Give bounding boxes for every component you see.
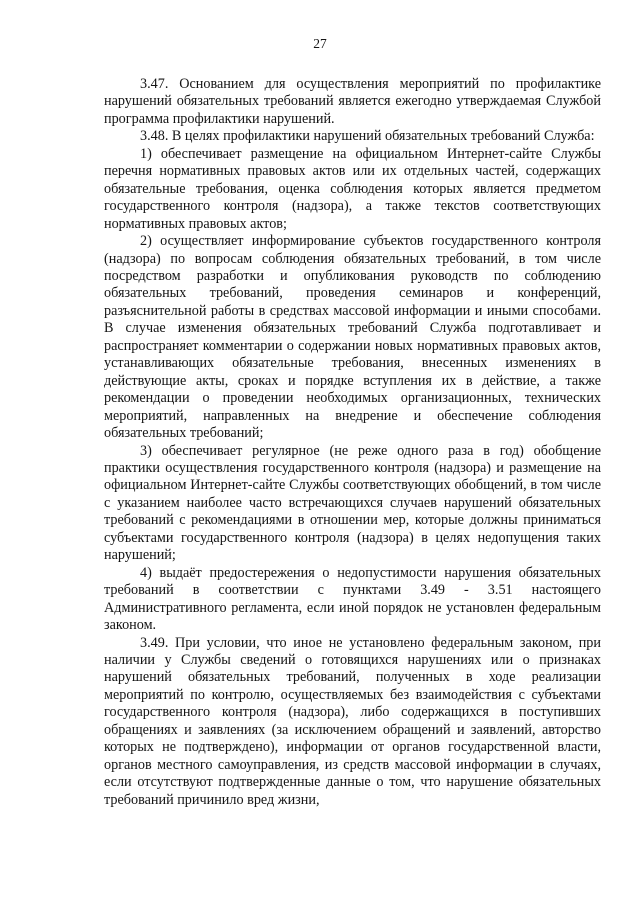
document-body <box>104 76 601 809</box>
paragraph-3-49: 3.49. При условии, что иное не установлено федеральным законом, при наличии у Службы сведений о готовящихся нарушениях или о признаках нарушений обязательных требований, полученных в ходе реализации мероприятий по контролю, осуществляемых без взаимодействия с субъектами государственного контроля (надзора), либо содержащихся в поступивших обращениях и заявлениях (за исключением обращений и заявлений, авторство которых не подтверждено), информации от органов государственной власти, органов местного самоуправления, из средств массовой информации в случаях, если отсутствуют подтвержденные данные о том, что нарушение обязательных требований причинило вред жизни, <box>104 634 601 808</box>
list-item-4: 4) выдаёт предостережения о недопустимости нарушения обязательных требований в соответствии с пунктами 3.49 - 3.51 настоящего Административного регламента, если иной порядок не установлен федеральным законом. <box>104 564 601 634</box>
list-item-1: 1) обеспечивает размещение на официальном Интернет-сайте Службы перечня нормативных правовых актов или их отдельных частей, содержащих обязательные требования, оценка соблюдения которых является предметом государственного контроля (надзора), а также текстов соответствующих нормативных правовых актов; <box>104 145 601 232</box>
paragraph-3-48: 3.48. В целях профилактики нарушений обязательных требований Служба: <box>140 128 595 145</box>
list-item-3: 3) обеспечивает регулярное (не реже одного раза в год) обобщение практики осуществления государственного контроля (надзора) и размещение на официальном Интернет-сайте Службы соответствующих обобщений, в том числе с указанием наиболее часто встречающихся случаев нарушений обязательных требований с рекомендациями в отношении мер, которые должны приниматься субъектами государственного контроля (надзора) в целях недопущения таких нарушений; <box>104 442 601 564</box>
list-item-2: 2) осуществляет информирование субъектов государственного контроля (надзора) по вопросам соблюдения обязательных требований, в том числе посредством разработки и опубликования руководств по соблюдению обязательных требований, проведения семинаров и конференций, разъяснительной работы в средствах массовой информации и иными способами. В случае изменения обязательных требований Служба подготавливает и распространяет комментарии о содержании новых нормативных правовых актов, устанавливающих обязательные требования, внесенных изменениях в действующие акты, сроках и порядке вступления их в действие, а также рекомендации о проведении необходимых организационных, технических мероприятий, направленных на внедрение и обеспечение соблюдения обязательных требований; <box>104 233 601 442</box>
page-number: 27 <box>313 36 327 51</box>
paragraph-3-47: 3.47. Основанием для осуществления мероприятий по профилактике нарушений обязательных требований является ежегодно утверждаемая Службой программа профилактики нарушений. <box>104 76 601 127</box>
